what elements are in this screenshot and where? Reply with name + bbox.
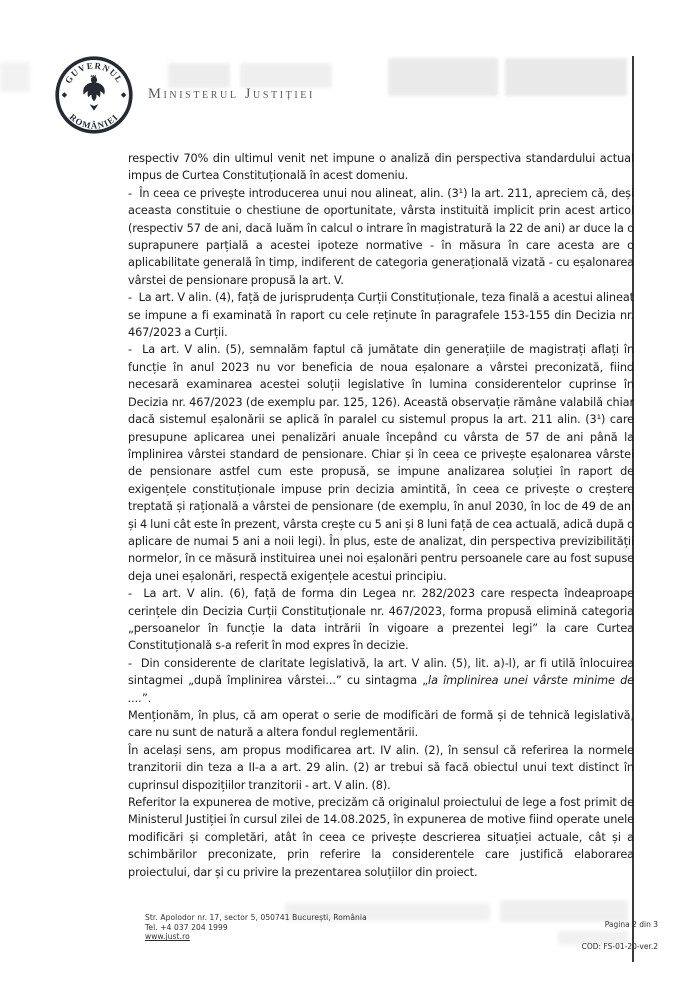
paragraph-text: - Din considerente de claritate legislativă, la art. V alin. (5), lit. a)-l), ar fi utilă înlocuirea sintagmei „după împlinirea vârstei...” cu sintagma „	[128, 656, 634, 688]
paragraph: Referitor la expunerea de motive, precizăm că originalul proiectului de lege a fost primit de Ministerul Justiției în cursul zilei de 14.08.2025, în expunerea de motive fiind operate unele modificări și completări, atât în ceea ce privește descrierea situației actuale, cât și a schimbărilor preconizate, prin referire la considerentele care justifică elaborarea proiectului, dar și cu privire la prezentarea soluțiilor din proiect.	[128, 796, 634, 879]
paragraph: - La art. V alin. (6), față de forma din Legea nr. 282/2023 care respecta îndeaproape cerințele din Decizia Curții Constituționale nr. 467/2023, forma propusă elimină categoria „persoanelor în funcție la data intrării în vigoare a prezentei legi” la care Curtea Constituțională s-a referit în mod expres în decizie.	[128, 587, 634, 653]
page-number: Pagina 2 din 3	[604, 920, 658, 929]
scan-bleedthrough	[388, 58, 498, 96]
paragraph: respectiv 70% din ultimul venit net impune o analiză din perspectiva standardului actual impus de Curtea Constituțională în acest domeniu.	[128, 152, 634, 183]
phone-line: Tel. +4 037 204 1999	[145, 922, 228, 932]
seal-bottom-text: ROMÂNIEI	[67, 111, 121, 131]
seal-diamond-left	[62, 92, 67, 98]
paragraph-text: ”.	[141, 691, 152, 705]
paragraph: - La art. V alin. (5), semnalăm faptul că jumătate din generațiile de magistrați aflați în funcție în anul 2023 nu vor beneficia de noua eșalonare a vârstei preconizată, fiind necesară examinarea acestei soluții legislative în lumina considerentelor cuprinse în Decizia nr. 467/2023 (de exemplu par. 125, 126). Această observație rămâne valabilă chiar dacă sistemul eșalonării se aplică în paralel cu sistemul propus la art. 211 alin. (3¹) care presupune aplicarea unei penalizări anuale începând cu vârsta de 57 de ani până la împlinirea vârstei standard de pensionare. Chiar și în ceea ce privește eșalonarea vârstei de pensionare astfel cum este propusă, se impune analizarea soluției în raport de exigențele constituționale impuse prin decizia amintită, în ceea ce privește o creștere treptată și rațională a vârstei de pensionare (de exemplu, în anul 2030, în loc de 49 de ani și 4 luni cât este în prezent, vârsta crește cu 5 ani și 8 luni față de cea actuală, adică după o aplicare de numai 5 ani a noii legi). În plus, este de analizat, din perspectiva previzibilității normelor, în ce măsură instituirea unei noi eșalonări pentru persoanele care au fost supuse deja unei eșalonări, respectă exigențele acestui principiu.	[128, 343, 634, 583]
paragraph: - În ceea ce privește introducerea unui nou alineat, alin. (3¹) la art. 211, apreciem că, deși aceasta constituie o chestiune de oportunitate, vârsta instituită implicit prin acest articol (respectiv 57 de ani, dacă luăm în calcul o intrare în magistratură la 22 de ani) ar duce la o suprapunere parțială a acestei ipoteze normative - în măsura în care acesta are o aplicabilitate generală în timp, indiferent de categoria generațională vizată - cu eșalonarea vârstei de pensionare propusă la art. V.	[128, 186, 634, 287]
scan-bleedthrough	[240, 63, 332, 88]
website-text: www.just.ro	[145, 932, 190, 942]
document-code: COD: FS-01-20-ver.2	[581, 942, 658, 951]
scan-bleedthrough	[505, 58, 627, 96]
paragraph-italic-text: la împlinirea unei vârste minime de ....	[128, 674, 634, 705]
address-line: Str. Apolodor nr. 17, sector 5, 050741 București, România	[145, 913, 367, 922]
paragraph: - La art. V alin. (4), față de jurisprudența Curții Constituționale, teza finală a acestui alineat se impune a fi examinată în raport cu cele reținute în paragrafele 153-155 din Decizia nr. 467/2023 a Curții.	[128, 291, 634, 340]
scan-bleedthrough	[0, 62, 30, 92]
seal-top-text: GUVERNUL	[62, 60, 126, 86]
government-of-romania-seal-icon	[54, 54, 134, 136]
seal-diamond-right	[121, 92, 126, 98]
ministry-name: Ministerul Justiției	[148, 86, 315, 102]
paragraph: Menționăm, în plus, că am operat o serie de modificări de formă și de tehnică legislativă, care nu sunt de natură a altera fondul reglementării.	[128, 709, 634, 740]
contact-block	[145, 913, 367, 942]
paragraph: În același sens, am propus modificarea art. IV alin. (2), în sensul că referirea la normele tranzitorii din teza a II-a a art. 29 alin. (2) ar trebui să facă obiectul unui text distinct în cuprinsul dispozițiilor tranzitorii - art. V alin. (8).	[128, 743, 634, 792]
letter-body	[128, 150, 634, 881]
scan-bleedthrough	[168, 63, 230, 88]
paragraph	[128, 655, 634, 707]
scan-bleedthrough	[500, 900, 628, 922]
heraldic-eagle-icon	[83, 75, 105, 111]
